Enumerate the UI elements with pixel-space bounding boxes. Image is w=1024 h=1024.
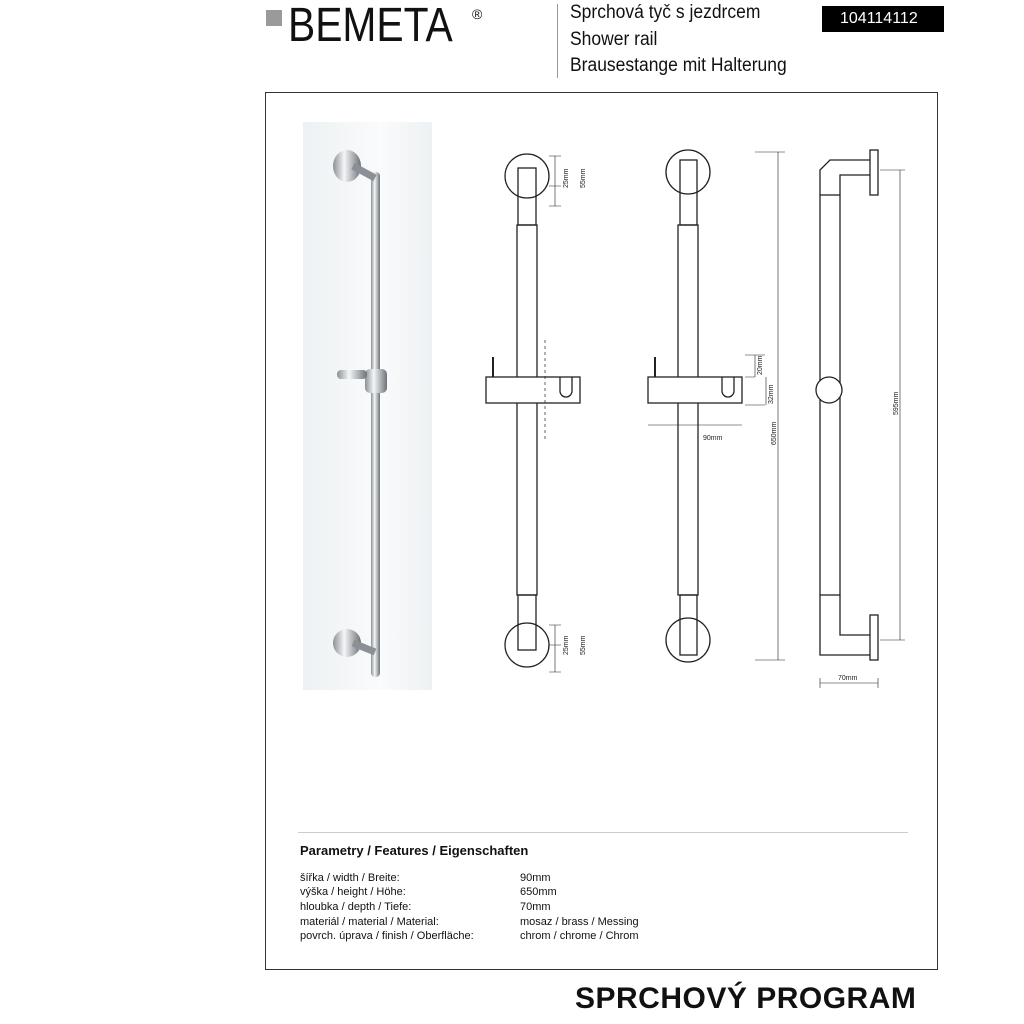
feature-label: šířka / width / Breite: <box>300 872 400 884</box>
dim-spacing: 595mm <box>893 391 900 415</box>
feature-row <box>300 930 800 944</box>
rear-view-drawing <box>648 150 785 662</box>
feature-row <box>300 872 800 886</box>
feature-value: chrom / chrome / Chrom <box>520 930 639 942</box>
feature-label: materiál / material / Material: <box>300 916 439 928</box>
feature-row <box>300 901 800 915</box>
dim-top-inner: 25mm <box>563 168 570 188</box>
feature-label: výška / height / Höhe: <box>300 886 406 898</box>
program-footer: SPRCHOVÝ PROGRAM <box>575 982 917 1015</box>
feature-value: mosaz / brass / Messing <box>520 916 639 928</box>
dim-bottom-inner: 25mm <box>563 635 570 655</box>
feature-row <box>300 886 800 900</box>
title-cz: Sprchová tyč s jezdrcem <box>570 2 761 23</box>
feature-value: 70mm <box>520 901 551 913</box>
feature-value: 90mm <box>520 872 551 884</box>
section-divider <box>298 832 908 833</box>
feature-row <box>300 916 800 930</box>
dim-bottom-outer: 55mm <box>580 635 587 655</box>
registered-mark: ® <box>472 6 483 22</box>
dim-height: 650mm <box>771 421 778 445</box>
dim-top-outer: 55mm <box>580 168 587 188</box>
feature-label: povrch. úprava / finish / Oberfläche: <box>300 930 474 942</box>
dim-slider-20: 20mm <box>757 355 764 375</box>
feature-label: hloubka / depth / Tiefe: <box>300 901 412 913</box>
title-de: Brausestange mit Halterung <box>570 55 787 76</box>
features-heading: Parametry / Features / Eigenschaften <box>300 843 529 858</box>
dim-width: 90mm <box>703 435 723 442</box>
brand-logo: BEMETA <box>288 0 453 52</box>
front-view-drawing <box>486 154 580 672</box>
title-en: Shower rail <box>570 29 658 50</box>
feature-value: 650mm <box>520 886 557 898</box>
dim-slider-32: 32mm <box>768 384 775 404</box>
dim-depth: 70mm <box>838 675 858 682</box>
side-view-drawing <box>816 150 905 688</box>
product-code: 104114112 <box>822 6 944 32</box>
